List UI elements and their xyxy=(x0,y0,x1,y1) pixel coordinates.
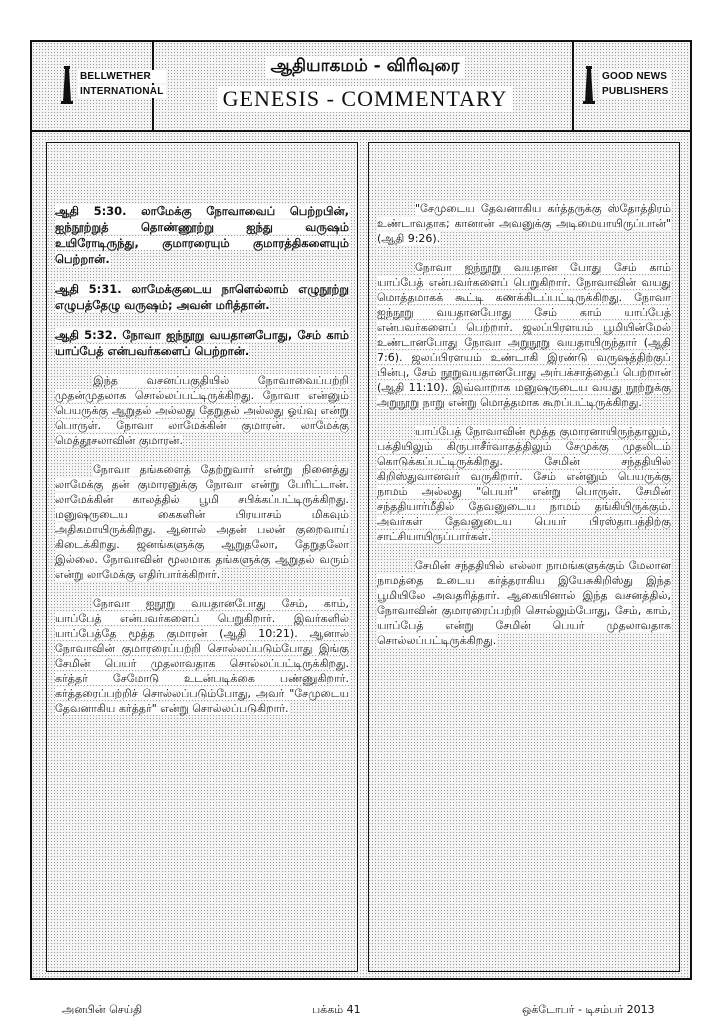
header-title xyxy=(164,56,566,112)
page-frame xyxy=(30,40,692,980)
right-paragraph: யாப்பேத் நோவாவின் மூத்த குமாரனாயிருந்தாலும், பக்தியிலும் கிருபாசீர்வாதத்திலும் சேமுக்கு முதலிடம் கொடுக்கப்பட்டிருக்கிறது. சேமின் சந்ததியில் கிறிஸ்துவானவர் வருகிறார். சேம் என்னும் பெயருக்கு நாமம் அல்லது "பெயர்" என்று பொருள். சேமின் சந்ததியார்மீதில் தேவனுடைய நாமம் தங்கியிருக்கும். அவர்கள் தேவனுடைய பெயர் பிரஸ்தாபத்திற்கு சாட்சியாயிருப்பார்கள். xyxy=(377,425,671,543)
tower-icon-right xyxy=(582,64,596,104)
left-logo-line2: INTERNATIONAL xyxy=(80,86,164,97)
verse-5-31: ஆதி 5:31. லாமேக்குடைய நாளெல்லாம் எழுநூற்று எழுபத்தேழு வருஷம்; அவன் மரித்தான். xyxy=(55,282,349,312)
content-area xyxy=(32,134,690,980)
right-paragraph: சேமின் சந்ததியில் எல்லா நாமங்களுக்கும் மேலான நாமத்தை உடைய கர்த்தராகிய இயேசுகிறிஸ்து இந்த பூமியிலே அவதரித்தார். ஆகையினால் இந்த வசனத்தில், நோவாவின் குமாரரைப்பற்றி சொல்லும்போது, சேம், காம், யாப்பேத் என்று சேமின் பெயர் முதலாவதாக சொல்லப்பட்டிருக்கிறது. xyxy=(377,559,671,647)
page-header xyxy=(32,42,690,132)
right-column xyxy=(368,142,680,972)
right-logo-line1: GOOD NEWS xyxy=(600,70,670,83)
good-news-logo xyxy=(582,64,670,104)
right-logo-line2: PUBLISHERS xyxy=(602,86,669,97)
page-footer xyxy=(0,1003,718,1019)
left-paragraph: நோவா ஐநூறு வயதானபோது சேம், காம், யாப்பேத் என்பவர்களைப் பெறுகிறார். இவர்களில் யாப்பேத்தே மூத்த குமாரன் (ஆதி 10:21). ஆனால் நோவாவின் குமாரரைப்பற்றி சொல்லப்படும்போது இங்கு சேமின் பெயர் முதலாவதாக சொல்லப்பட்டிருக்கிறது. கர்த்தர் சேமோடு உடன்படிக்கை பண்ணுகிறார். கர்த்தரைப்பற்றிச் சொல்லப்படும்போது, அவர் "சேமுடைய தேவனாகிய கர்த்தர்" என்று சொல்லப்படுகிறார். xyxy=(55,597,349,715)
header-divider-right xyxy=(572,42,574,130)
footer-date: ஒக்டோபர் - டிசம்பர் 2013 xyxy=(522,1003,655,1016)
footer-magazine: அனபின் செய்தி xyxy=(62,1003,143,1016)
left-paragraph: இந்த வசனப்பகுதியில் நோவாவைப்பற்றி முதன்முதலாக சொல்லப்பட்டிருக்கிறது. நோவா என்னும் பெயருக்கு ஆறுதல் அல்லது தேறுதல் அல்லது ஓய்வு என்று பொருள். நோவா லாமேக்கின் குமாரன். லாமேக்கு மெத்தூசலாவின் குமாரன். xyxy=(55,374,349,447)
left-logo-line1: BELLWETHER xyxy=(78,70,166,83)
bellwether-logo xyxy=(60,64,166,104)
right-column-text xyxy=(377,201,671,662)
left-column xyxy=(46,142,358,972)
verse-5-32: ஆதி 5:32. நோவா ஐந்நூறு வயதானபோது, சேம் காம் யாப்பேத் என்பவர்களைப் பெற்றான். xyxy=(55,328,349,358)
footer-page-number: பக்கம் 41 xyxy=(312,1003,361,1016)
right-paragraph: "சேமுடைய தேவனாகிய கர்த்தருக்கு ஸ்தோத்திரம் உண்டாவதாக; கானான் அவனுக்கு அடிமையாயிருப்பான்" (ஆதி 9:26). xyxy=(377,202,671,245)
left-column-text xyxy=(55,203,349,730)
right-paragraph: நோவா ஐந்நூறு வயதான போது சேம் காம் யாப்பேத் என்பவர்களைப் பெறுகிறார். நோவாவின் வயது மொத்தமாகக் கூட்டி கணக்கிடப்பட்டிருக்கிறது. நோவா ஐந்நூறு வயதானபோது சேம் காம் யாப்பேத் என்பவர்களைப் பெற்றார். ஜலப்பிரளயம் பூமியின்மேல் உண்டானபோது நோவா அறுநூறு வயதாயிருந்தார் (ஆதி 7:6). ஜலப்பிரளயம் உண்டாகி இரண்டு வருஷத்திற்குப் பின்பு, சேம் நூறுவயதானபோது அர்பக்சாத்தைப் பெற்றான் (ஆதி 11:10). இவ்வாறாக மனுஷருடைய வயது நூற்றுக்கு அறுநூறு நாறு என்று மொத்தமாக கூறப்பட்டிருக்கிறது. xyxy=(377,261,671,409)
left-paragraph: நோவா தங்களைத் தேற்றுவார் என்று நினைத்து லாமேக்கு தன் குமாரனுக்கு நோவா என்று பேரிட்டான். லாமேக்கின் காலத்தில் பூமி சபிக்கப்பட்டிருக்கிறது. மனுஷருடைய கைகளின் பிரயாசம் மிகவும் அதிகமாயிருக்கிறது. ஆனால் அதன் பலன் குறைவாய் கிடைக்கிறது. ஜனங்களுக்கு ஆறுதலோ, தேறுதலோ இல்லை. நோவாவின் மூலமாக தங்களுக்கு ஆறுதல் வரும் என்று லாமேக்கு எதிர்பார்க்கிறார். xyxy=(55,463,349,581)
tower-icon xyxy=(60,64,74,104)
title-english: GENESIS - COMMENTARY xyxy=(217,86,514,112)
title-tamil: ஆதியாகமம் - விரிவுரை xyxy=(265,56,466,78)
verse-5-30: ஆதி 5:30. லாமேக்கு நோவாவைப் பெற்றபின், ஐந்நூற்றுத் தொண்ணூற்று ஐந்து வருஷம் உயிரோடிருந்து, குமாரரையும் குமாரத்திகளையும் பெற்றான். xyxy=(55,204,349,266)
